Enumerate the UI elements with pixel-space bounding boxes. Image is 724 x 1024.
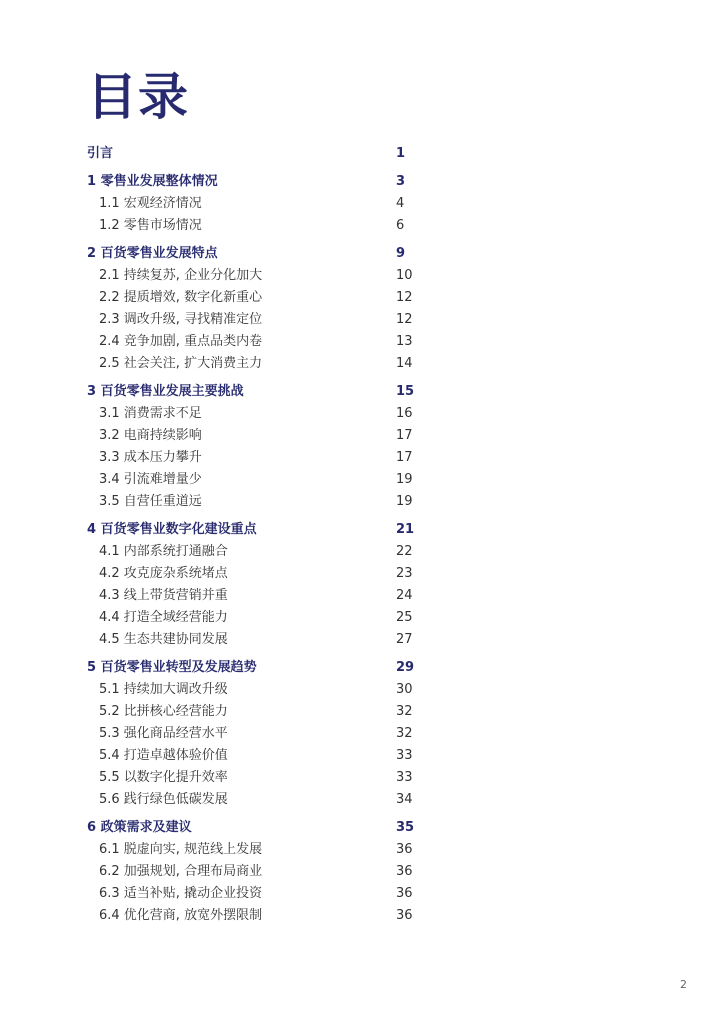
toc-entry-label: 5.5 以数字化提升效率 bbox=[99, 770, 228, 785]
table-of-contents bbox=[87, 143, 415, 927]
toc-subsection-entry[interactable] bbox=[87, 861, 412, 883]
toc-subsection-entry[interactable] bbox=[87, 215, 412, 237]
toc-entry-page: 22 bbox=[396, 544, 413, 559]
toc-entry-page: 9 bbox=[396, 246, 406, 261]
toc-entry-page: 14 bbox=[396, 356, 413, 371]
toc-section-entry[interactable] bbox=[87, 381, 415, 403]
toc-entry-label: 2.2 提质增效, 数字化新重心 bbox=[99, 290, 263, 305]
toc-entry-label: 2 百货零售业发展特点 bbox=[87, 246, 218, 261]
toc-subsection-entry[interactable] bbox=[87, 331, 412, 353]
toc-entry-label: 6.1 脱虚向实, 规范线上发展 bbox=[99, 842, 263, 857]
toc-entry-page: 24 bbox=[396, 588, 413, 603]
toc-entry-page: 23 bbox=[396, 566, 413, 581]
toc-entry-page: 10 bbox=[396, 268, 413, 283]
toc-entry-label: 3 百货零售业发展主要挑战 bbox=[87, 384, 244, 399]
toc-entry-label: 5.3 强化商品经营水平 bbox=[99, 726, 228, 741]
toc-subsection-entry[interactable] bbox=[87, 629, 412, 651]
toc-subsection-entry[interactable] bbox=[87, 723, 412, 745]
toc-entry-label: 3.4 引流难增量少 bbox=[99, 472, 202, 487]
toc-entry-label: 6.4 优化营商, 放宽外摆限制 bbox=[99, 908, 263, 923]
toc-entry-page: 34 bbox=[396, 792, 413, 807]
toc-subsection-entry[interactable] bbox=[87, 607, 412, 629]
toc-subsection-entry[interactable] bbox=[87, 745, 412, 767]
toc-subsection-entry[interactable] bbox=[87, 309, 412, 331]
toc-subsection-entry[interactable] bbox=[87, 563, 412, 585]
toc-entry-label: 1.1 宏观经济情况 bbox=[99, 196, 202, 211]
toc-entry-page: 17 bbox=[396, 428, 413, 443]
toc-entry-label: 6.2 加强规划, 合理布局商业 bbox=[99, 864, 263, 879]
toc-entry-page: 17 bbox=[396, 450, 413, 465]
toc-subsection-entry[interactable] bbox=[87, 469, 412, 491]
toc-entry-label: 4.1 内部系统打通融合 bbox=[99, 544, 228, 559]
toc-subsection-entry[interactable] bbox=[87, 767, 412, 789]
toc-entry-page: 36 bbox=[396, 908, 413, 923]
toc-section-entry[interactable] bbox=[87, 171, 412, 193]
toc-section-entry[interactable] bbox=[87, 817, 415, 839]
page-number: 2 bbox=[680, 978, 687, 991]
toc-entry-page: 4 bbox=[396, 196, 405, 211]
toc-entry-label: 5 百货零售业转型及发展趋势 bbox=[87, 660, 257, 675]
toc-entry-label: 3.2 电商持续影响 bbox=[99, 428, 202, 443]
toc-section-entry[interactable] bbox=[87, 143, 412, 165]
toc-subsection-entry[interactable] bbox=[87, 287, 412, 309]
toc-subsection-entry[interactable] bbox=[87, 425, 412, 447]
toc-entry-page: 21 bbox=[396, 522, 415, 537]
toc-subsection-entry[interactable] bbox=[87, 701, 412, 723]
toc-subsection-entry[interactable] bbox=[87, 541, 412, 563]
toc-entry-page: 27 bbox=[396, 632, 413, 647]
toc-entry-page: 3 bbox=[396, 174, 406, 189]
toc-subsection-entry[interactable] bbox=[87, 265, 412, 287]
toc-entry-page: 16 bbox=[396, 406, 413, 421]
toc-entry-page: 35 bbox=[396, 820, 415, 835]
toc-entry-label: 4.4 打造全域经营能力 bbox=[99, 610, 228, 625]
toc-entry-label: 2.1 持续复苏, 企业分化加大 bbox=[99, 268, 263, 283]
toc-entry-page: 19 bbox=[396, 472, 413, 487]
toc-entry-page: 15 bbox=[396, 384, 415, 399]
toc-entry-page: 33 bbox=[396, 770, 413, 785]
toc-entry-page: 36 bbox=[396, 842, 413, 857]
toc-subsection-entry[interactable] bbox=[87, 839, 412, 861]
toc-subsection-entry[interactable] bbox=[87, 883, 412, 905]
toc-entry-label: 4.3 线上带货营销并重 bbox=[99, 588, 228, 603]
toc-entry-page: 30 bbox=[396, 682, 413, 697]
toc-subsection-entry[interactable] bbox=[87, 403, 412, 425]
toc-entry-page: 36 bbox=[396, 886, 413, 901]
toc-entry-label: 3.5 自营任重道远 bbox=[99, 494, 202, 509]
toc-entry-page: 36 bbox=[396, 864, 413, 879]
toc-entry-label: 5.4 打造卓越体验价值 bbox=[99, 748, 228, 763]
toc-entry-label: 4.2 攻克庞杂系统堵点 bbox=[99, 566, 228, 581]
toc-entry-page: 12 bbox=[396, 312, 413, 327]
toc-entry-label: 2.4 竞争加剧, 重点品类内卷 bbox=[99, 334, 263, 349]
toc-entry-label: 1 零售业发展整体情况 bbox=[87, 174, 218, 189]
toc-entry-page: 6 bbox=[396, 218, 405, 233]
toc-entry-label: 3.1 消费需求不足 bbox=[99, 406, 202, 421]
toc-entry-label: 3.3 成本压力攀升 bbox=[99, 450, 202, 465]
toc-subsection-entry[interactable] bbox=[87, 491, 412, 513]
toc-entry-label: 2.5 社会关注, 扩大消费主力 bbox=[99, 356, 263, 371]
page-title: 目录 bbox=[87, 68, 189, 126]
toc-section-entry[interactable] bbox=[87, 243, 412, 265]
toc-entry-page: 19 bbox=[396, 494, 413, 509]
toc-entry-page: 33 bbox=[396, 748, 413, 763]
toc-section-entry[interactable] bbox=[87, 657, 415, 679]
toc-entry-label: 6.3 适当补贴, 撬动企业投资 bbox=[99, 886, 263, 901]
toc-entry-label: 2.3 调改升级, 寻找精准定位 bbox=[99, 312, 263, 327]
toc-entry-page: 32 bbox=[396, 704, 413, 719]
toc-entry-page: 1 bbox=[396, 146, 406, 161]
toc-entry-page: 12 bbox=[396, 290, 413, 305]
toc-entry-page: 13 bbox=[396, 334, 413, 349]
toc-subsection-entry[interactable] bbox=[87, 353, 412, 375]
toc-subsection-entry[interactable] bbox=[87, 447, 412, 469]
toc-entry-label: 4.5 生态共建协同发展 bbox=[99, 632, 228, 647]
toc-subsection-entry[interactable] bbox=[87, 905, 412, 927]
toc-entry-label: 5.2 比拼核心经营能力 bbox=[99, 704, 228, 719]
toc-entry-label: 5.6 践行绿色低碳发展 bbox=[99, 792, 228, 807]
toc-entry-label: 6 政策需求及建议 bbox=[87, 820, 192, 835]
toc-subsection-entry[interactable] bbox=[87, 585, 412, 607]
toc-entry-label: 4 百货零售业数字化建设重点 bbox=[87, 522, 257, 537]
toc-entry-label: 5.1 持续加大调改升级 bbox=[99, 682, 228, 697]
toc-entry-label: 引言 bbox=[87, 146, 114, 161]
toc-subsection-entry[interactable] bbox=[87, 193, 412, 215]
toc-entry-page: 29 bbox=[396, 660, 415, 675]
toc-subsection-entry[interactable] bbox=[87, 679, 412, 701]
toc-section-entry[interactable] bbox=[87, 519, 415, 541]
toc-entry-label: 1.2 零售市场情况 bbox=[99, 218, 202, 233]
toc-entry-page: 32 bbox=[396, 726, 413, 741]
toc-subsection-entry[interactable] bbox=[87, 789, 412, 811]
toc-entry-page: 25 bbox=[396, 610, 413, 625]
